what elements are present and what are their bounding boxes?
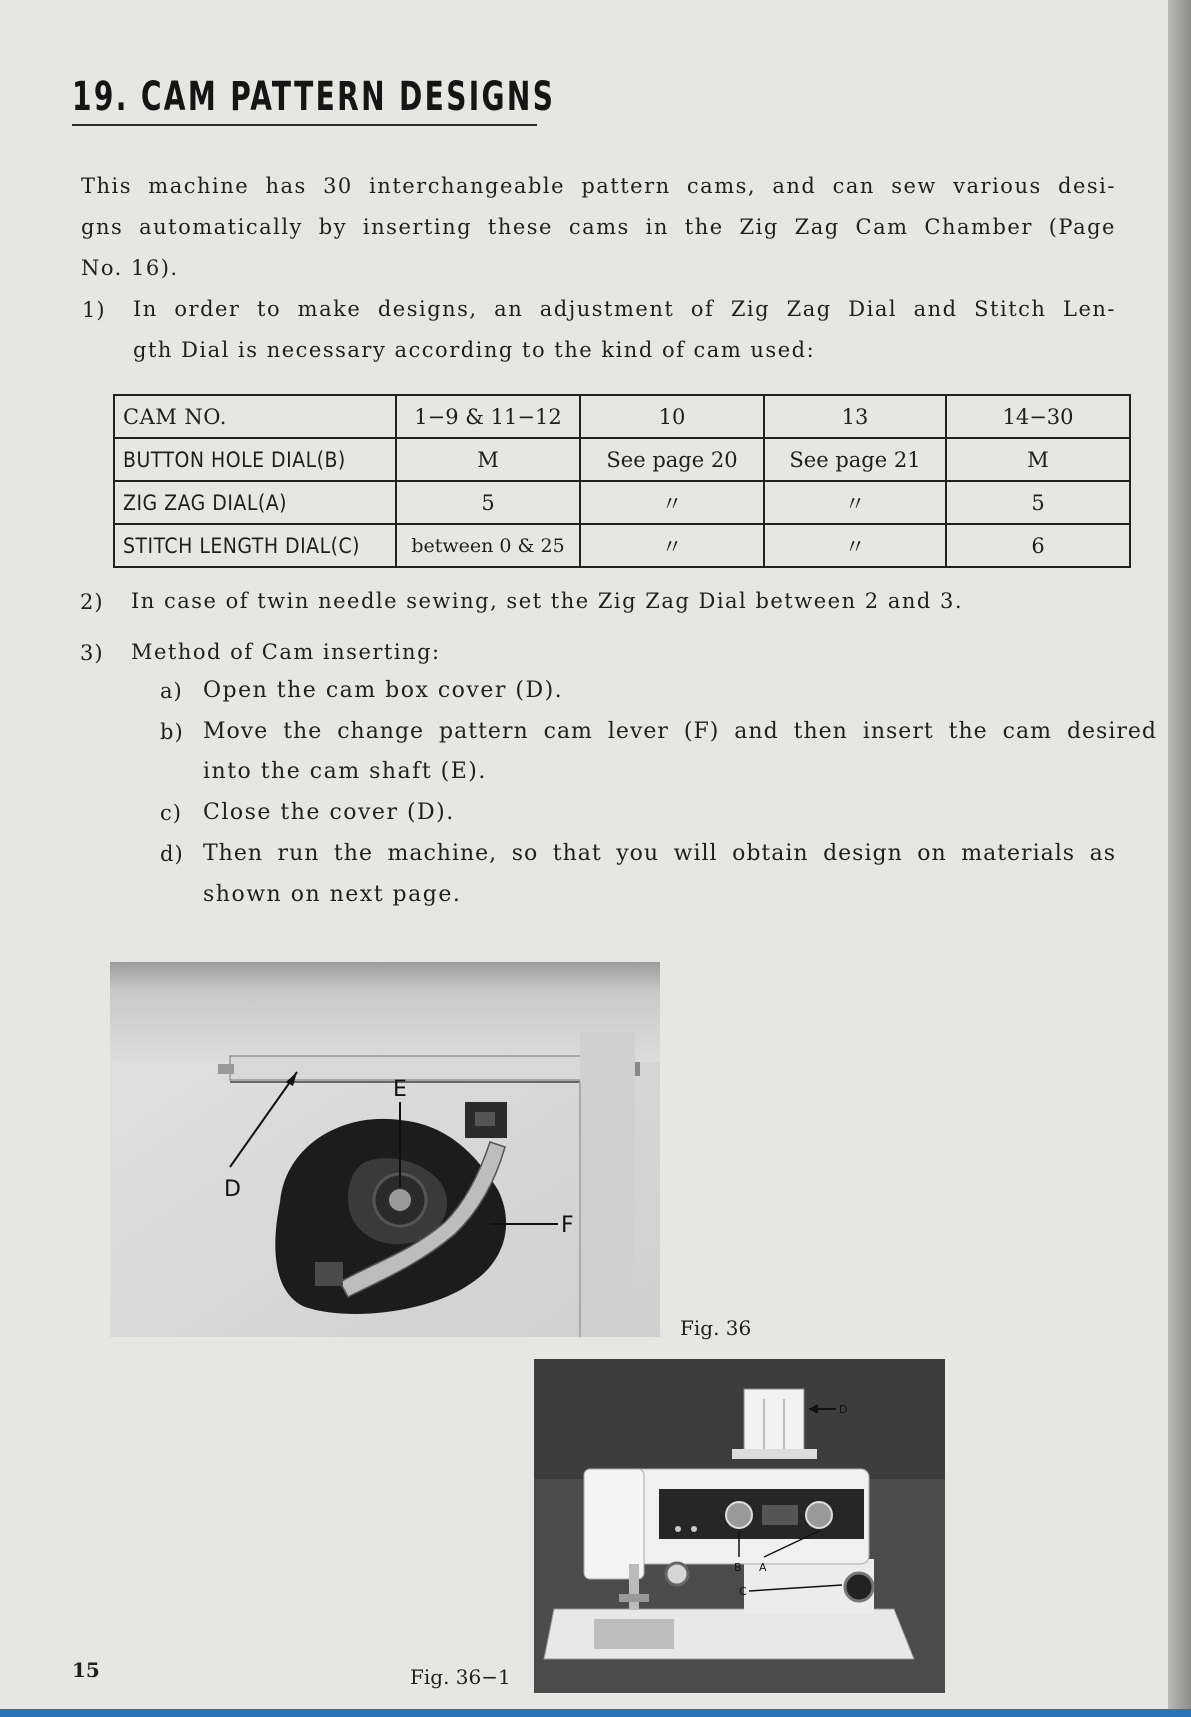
table-cell: M [396, 438, 580, 481]
table-cell: between 0 & 25 [396, 524, 580, 567]
substep-c-letter: c) [160, 801, 182, 825]
figure-36-caption: Fig. 36 [680, 1316, 752, 1340]
step-3-text: Method of Cam inserting: [131, 640, 441, 664]
substep-b-line-2: into the cam shaft (E). [203, 759, 487, 784]
label-f: F [561, 1213, 574, 1238]
substep-d-letter: d) [160, 842, 184, 866]
intro-line-3: No. 16). [81, 256, 179, 280]
step-2-number: 2) [80, 590, 104, 614]
label-b: B [734, 1561, 742, 1574]
substep-a-letter: a) [160, 679, 183, 703]
page-number: 15 [72, 1658, 100, 1682]
step-2-text: In case of twin needle sewing, set the Zig Zag Dial between 2 and 3. [131, 589, 964, 613]
table-cell: 10 [580, 395, 764, 438]
substep-b-line-1: Move the change pattern cam lever (F) and then insert the cam desired [203, 719, 1157, 744]
substep-a-line-1: Open the cam box cover (D). [203, 678, 564, 703]
intro-line-1: This machine has 30 interchangeable pattern cams, and can sew various desi- [81, 174, 1116, 198]
sewing-machine-photo [534, 1359, 945, 1693]
figure-36-1-caption: Fig. 36−1 [410, 1665, 511, 1689]
cam-chamber-photo [110, 962, 660, 1337]
book-spine-shadow [1168, 0, 1191, 1717]
substep-c-line-1: Close the cover (D). [203, 800, 455, 825]
table-cell: 13 [764, 395, 946, 438]
substep-b-letter: b) [160, 720, 184, 744]
section-title: 19. CAM PATTERN DESIGNS [72, 74, 556, 120]
table-row [114, 438, 1130, 481]
table-cell: 〃 [580, 524, 764, 567]
table-cell: ZIG ZAG DIAL(A) [114, 481, 396, 524]
step-1-line-1: In order to make designs, an adjustment of Zig Zag Dial and Stitch Len- [133, 297, 1116, 321]
table-cell: 5 [946, 481, 1130, 524]
title-underline [72, 124, 537, 126]
table-cell: 14−30 [946, 395, 1130, 438]
table-cell: 〃 [764, 481, 946, 524]
table-cell: 6 [946, 524, 1130, 567]
background-strip [0, 1709, 1191, 1717]
label-c: C [739, 1585, 747, 1598]
intro-line-2: gns automatically by inserting these cams in the Zig Zag Cam Chamber (Page [81, 215, 1116, 239]
table-cell: BUTTON HOLE DIAL(B) [114, 438, 396, 481]
label-d: D [839, 1403, 848, 1416]
table-cell: 5 [396, 481, 580, 524]
table-cell: See page 20 [580, 438, 764, 481]
table-cell: See page 21 [764, 438, 946, 481]
step-1-number: 1) [82, 298, 106, 322]
step-3-number: 3) [80, 641, 104, 665]
substep-d-line-1: Then run the machine, so that you will obtain design on materials as [203, 841, 1116, 866]
label-a: A [759, 1561, 767, 1574]
table-cell: STITCH LENGTH DIAL(C) [114, 524, 396, 567]
table-cell: M [946, 438, 1130, 481]
table-cell: 〃 [764, 524, 946, 567]
table-cell: CAM NO. [114, 395, 396, 438]
label-e: E [393, 1077, 407, 1102]
table-row [114, 524, 1130, 567]
cam-settings-table [113, 394, 1131, 568]
table-cell: 1−9 & 11−12 [396, 395, 580, 438]
step-1-line-2: gth Dial is necessary according to the kind of cam used: [133, 338, 816, 362]
substep-d-line-2: shown on next page. [203, 882, 462, 907]
label-d: D [224, 1177, 241, 1202]
table-cell: 〃 [580, 481, 764, 524]
table-row [114, 395, 1130, 438]
table-row [114, 481, 1130, 524]
